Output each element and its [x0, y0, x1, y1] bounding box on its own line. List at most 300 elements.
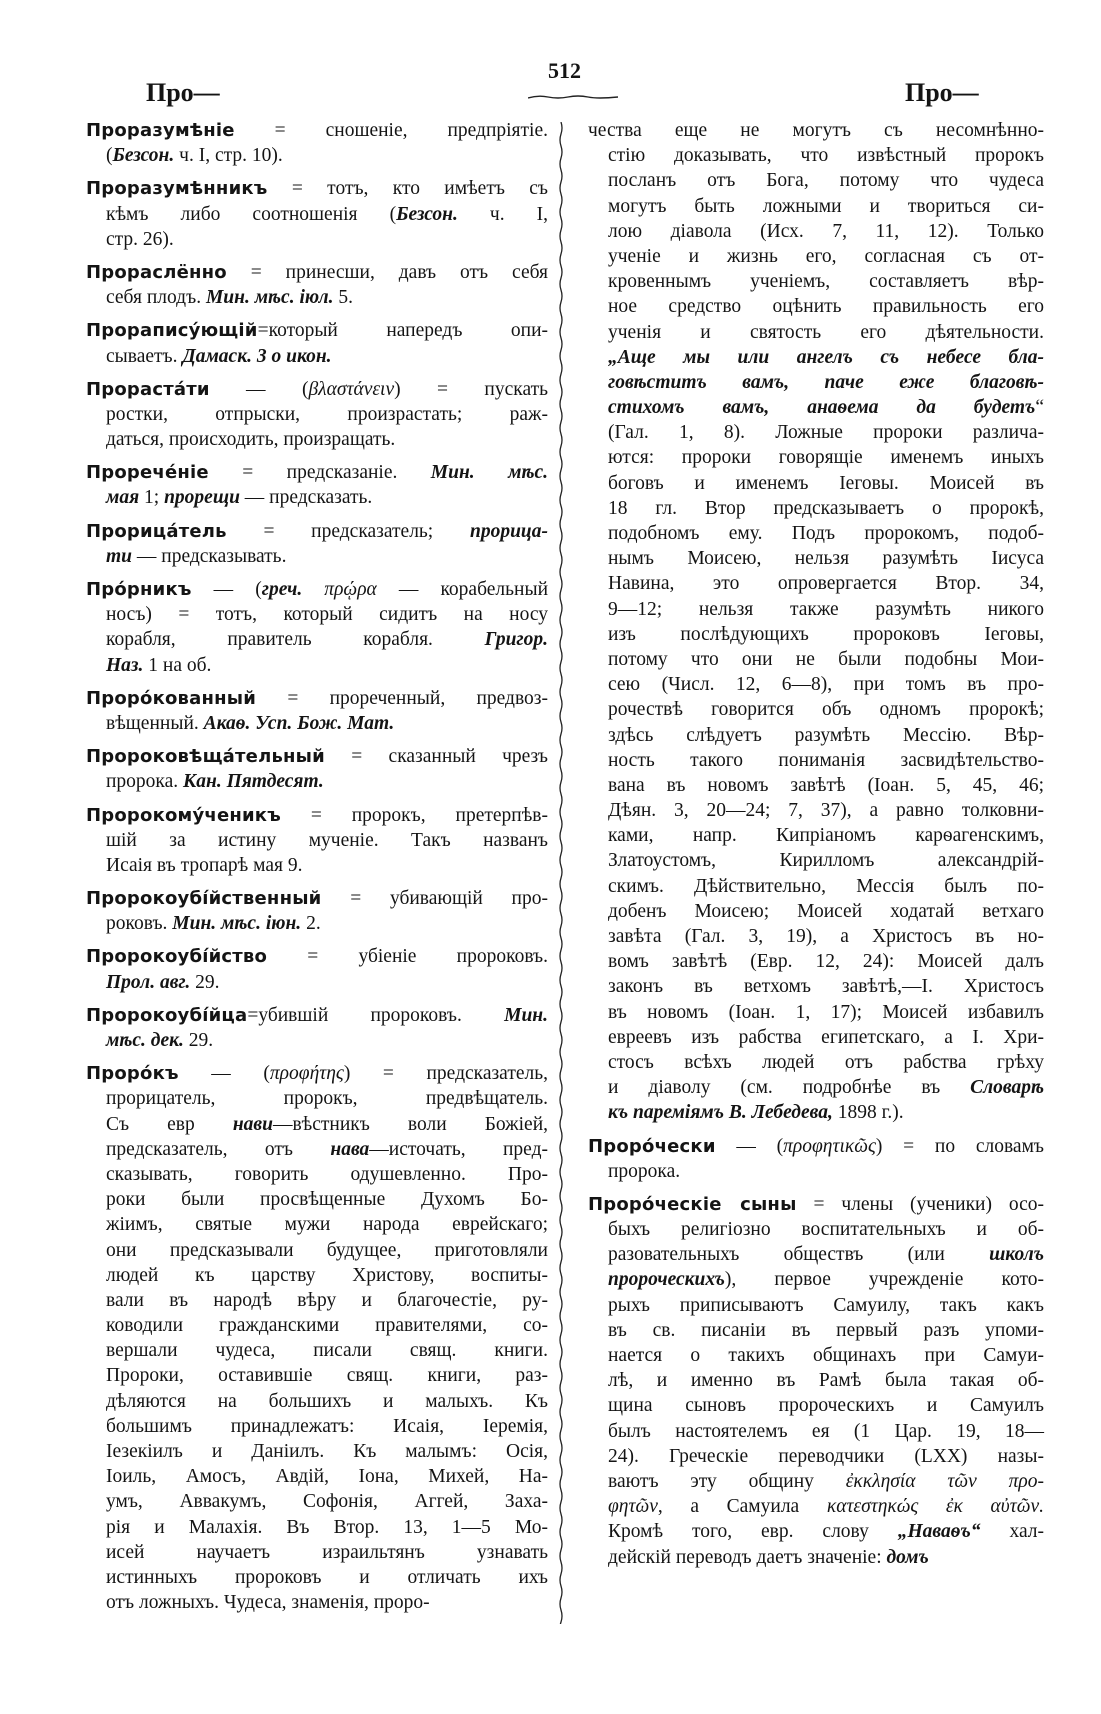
italic-reference: мая: [106, 487, 140, 509]
headword: Пророкоубі́йца: [86, 1004, 248, 1026]
entry-line: [588, 723, 1044, 748]
entry-first-line: [86, 460, 548, 485]
definition-text: разовательныхъ обществъ (или: [608, 1244, 990, 1266]
definition-text: они предсказывали будущее, приготовляли: [106, 1239, 548, 1261]
definition-text: Дѣян. 3, 20—24; 7, 37), а равно толковни-: [608, 800, 1044, 822]
definition-text: стр. 26).: [106, 228, 174, 250]
entry-line: [86, 1112, 548, 1137]
dictionary-entry: [86, 176, 548, 252]
dictionary-entry: [86, 377, 548, 453]
definition-text: = убіеніе пророковъ.: [267, 946, 548, 968]
dictionary-entry: [86, 744, 548, 794]
entry-line: [86, 627, 548, 652]
definition-text: лою діавола (Исх. 7, 11, 12). Только: [608, 220, 1044, 242]
entry-line: [86, 1590, 548, 1615]
entry-line: [588, 345, 1044, 370]
entry-first-line: [86, 886, 548, 911]
definition-text: большимъ принадлежатъ: Исаія, Іеремія,: [106, 1415, 548, 1437]
definition-text: (Гал. 1, 8). Ложные пророки различа-: [608, 422, 1044, 444]
italic-reference: Мин.: [504, 1004, 548, 1026]
entry-line: [588, 571, 1044, 596]
entry-line: [86, 1238, 548, 1263]
definition-text: Навина, это опровергается Втор. 34,: [608, 573, 1044, 595]
entry-line: [588, 1293, 1044, 1318]
definition-text: даться, происходить, произращать.: [106, 429, 396, 451]
definition-text: =убившій пророковъ.: [247, 1004, 505, 1026]
definition-text: ) = пускать: [394, 378, 549, 400]
dictionary-entry: [588, 1134, 1044, 1184]
definition-text: роковъ.: [106, 913, 173, 935]
entry-line: [86, 1439, 548, 1464]
definition-text: добенъ Моисею; Моисей ходатай ветхаго: [608, 900, 1044, 922]
entry-first-line: [86, 577, 548, 602]
greek-term: βλαστάνειν: [308, 378, 395, 400]
definition-text: кровеннымъ ученіемъ, составляетъ вѣр-: [608, 271, 1044, 293]
entry-line: [86, 853, 548, 878]
entry-line: [588, 924, 1044, 949]
entry-first-line: [86, 944, 548, 969]
entry-line: [86, 1515, 548, 1540]
italic-reference: Кан. Пятдесят.: [183, 771, 324, 793]
greek-term: φητῶν: [608, 1496, 658, 1518]
entry-line: [588, 798, 1044, 823]
entry-line: [86, 1540, 548, 1565]
definition-text: лѣ, и именно въ Рамѣ была такая об-: [608, 1370, 1044, 1392]
italic-reference: стихомъ вамъ, анаѳема да будетъ: [608, 397, 1036, 419]
definition-text: стію доказывать, что извѣстный пророкъ: [608, 145, 1044, 167]
definition-text: ками, напр. Кипріаномъ карѳагенскимъ,: [608, 825, 1044, 847]
headword: Пророкоубі́йственный: [86, 888, 322, 910]
entry-line: [86, 1028, 548, 1053]
definition-text: ) = по словамъ: [875, 1135, 1045, 1157]
page-number-ornament: [528, 94, 618, 100]
italic-reference: Мин. мѣс. іюл.: [205, 287, 334, 309]
italic-reference: Прол. авг.: [106, 971, 191, 993]
entry-line: [588, 622, 1044, 647]
entry-line: [86, 1137, 548, 1162]
entry-line: [588, 949, 1044, 974]
definition-text: хал-: [980, 1521, 1044, 1543]
definition-text: прорицатель, пророкъ, предвѣщатель.: [106, 1088, 548, 1110]
entry-first-line: [86, 1003, 548, 1028]
definition-text: роки были просвѣщенные Духомъ Бо-: [106, 1189, 548, 1211]
dictionary-entry: [86, 1003, 548, 1053]
entry-line: [86, 285, 548, 310]
italic-reference: къ пареміямъ В. Лебедева,: [608, 1102, 833, 1124]
entry-first-line: [86, 318, 548, 343]
definition-text: ются: пророки говорящіе именемъ иныхъ: [608, 447, 1044, 469]
entry-first-line: [588, 1192, 1044, 1217]
headword: Пророковѣща́тельный: [86, 746, 325, 768]
entry-line: [86, 911, 548, 936]
entry-first-line: [86, 118, 548, 143]
entry-line: [588, 1419, 1044, 1444]
italic-reference: школъ: [989, 1244, 1044, 1266]
definition-text: 18 гл. Втор предсказываетъ о пророкѣ,: [608, 497, 1044, 519]
definition-text: рія и Малахія. Въ Втор. 13, 1—5 Мо-: [106, 1516, 548, 1538]
entry-line: [86, 653, 548, 678]
definition-text: ч. I, стр. 10).: [174, 145, 283, 167]
entry-line: [86, 1414, 548, 1439]
definition-text: предсказатель, отъ: [106, 1138, 331, 1160]
definition-text: нымъ Моисею, нельзя разумѣть Іисуса: [608, 548, 1044, 570]
definition-text: быхъ религіозно воспитательныхъ и об-: [608, 1219, 1044, 1241]
entry-line: [588, 1343, 1044, 1368]
definition-text: вершали чудеса, писали свящ. книги.: [106, 1340, 548, 1362]
headword: Прорапису́ющій: [86, 320, 258, 342]
entry-line: [588, 697, 1044, 722]
italic-reference: Дамаск. 3 о икон.: [182, 345, 332, 367]
definition-text: = убивающій про-: [321, 888, 548, 910]
entry-line: [588, 823, 1044, 848]
entry-line: [588, 294, 1044, 319]
entry-line: [588, 420, 1044, 445]
entry-line: [86, 402, 548, 427]
entry-line: [588, 773, 1044, 798]
entry-line: [86, 970, 548, 995]
entry-line: [86, 769, 548, 794]
definition-text: вѣщенный.: [106, 712, 204, 734]
italic-reference: Безсон.: [396, 203, 458, 225]
headword: Проро́чески: [588, 1135, 716, 1157]
dictionary-entry: [86, 118, 548, 168]
greek-term: προφητικῶς: [783, 1135, 876, 1157]
definition-text: Златоустомъ, Кирилломъ александрій-: [608, 850, 1044, 872]
definition-text: рыхъ приписываютъ Самуилу, такъ какъ: [608, 1294, 1044, 1316]
definition-text: ч. I,: [457, 203, 548, 225]
right-column: [588, 118, 1044, 1570]
entry-line: [588, 748, 1044, 773]
definition-text: кѣмъ либо соотношенія (: [106, 203, 397, 225]
page-number: 512: [548, 58, 581, 83]
definition-text: (: [106, 145, 113, 167]
dictionary-entry: [86, 318, 548, 368]
entry-line: [588, 1025, 1044, 1050]
entry-line: [588, 269, 1044, 294]
definition-text: вали въ народѣ вѣру и благочестіе, ру-: [106, 1289, 548, 1311]
italic-reference: нави: [232, 1113, 273, 1135]
italic-reference: нава: [330, 1138, 370, 1160]
entry-line: [588, 1242, 1044, 1267]
entry-line: [86, 143, 548, 168]
definition-text: ность такого пониманія засвидѣтельство-: [608, 749, 1044, 771]
definition-text: “: [1035, 397, 1044, 419]
left-column: [86, 118, 548, 1615]
definition-text: = члены (ученики) осо-: [796, 1193, 1045, 1215]
entry-line: [86, 1288, 548, 1313]
definition-text: = сказанный чрезъ: [324, 746, 548, 768]
entry-line: [588, 1217, 1044, 1242]
entry-line: [588, 1519, 1044, 1544]
dictionary-entry: [86, 686, 548, 736]
entry-line: [588, 1100, 1044, 1125]
headword: Пророкому́ченикъ: [86, 804, 281, 826]
definition-text: = тотъ, кто имѣетъ съ: [267, 178, 548, 200]
entry-line: [588, 672, 1044, 697]
dictionary-entry: [86, 519, 548, 569]
definition-text: = пророкъ, претерпѣв-: [280, 804, 548, 826]
entry-line: [86, 202, 548, 227]
italic-reference: ти: [106, 545, 133, 567]
entry-line: [588, 1494, 1044, 1519]
entry-line: [86, 1389, 548, 1414]
greek-term: ἐκκλησία τῶν προ-: [845, 1470, 1044, 1492]
dictionary-entry: [86, 460, 548, 510]
definition-text: 1;: [139, 487, 165, 509]
definition-text: — корабельный: [376, 579, 549, 600]
dictionary-entry: [588, 1192, 1044, 1570]
italic-reference: Наз.: [106, 654, 144, 676]
definition-text: = принесши, давъ отъ себя: [226, 261, 548, 283]
entry-line: [86, 427, 548, 452]
entry-line: [588, 1393, 1044, 1418]
definition-text: сываетъ.: [106, 345, 183, 367]
definition-text: дейскій переводъ даетъ значеніе:: [608, 1546, 887, 1568]
definition-text: себя плодъ.: [106, 287, 206, 309]
italic-reference: Григор.: [484, 629, 548, 651]
entry-first-line: [86, 744, 548, 769]
italic-reference: прорица-: [469, 520, 548, 542]
entry-line: [588, 370, 1044, 395]
headword: Прораста́ти: [86, 378, 210, 400]
italic-reference: „Аще мы или ангелъ съ небесе бла-: [608, 346, 1044, 368]
definition-text: въ новомъ (Іоан. 1, 17); Моисей избавилъ: [608, 1001, 1044, 1023]
entry-line: [588, 1545, 1044, 1570]
headword: Проразумѣнникъ: [86, 178, 268, 200]
entry-first-line: [588, 1134, 1044, 1159]
definition-text: щина сыновъ пророческихъ и Самуилъ: [608, 1395, 1044, 1417]
definition-text: потому что они не были подобны Мои-: [608, 648, 1044, 670]
definition-text: Пророки, оставившіе свящ. книги, раз-: [106, 1365, 548, 1387]
definition-text: — (: [191, 579, 262, 600]
definition-text: Исаія въ тропарѣ мая 9.: [106, 854, 303, 876]
entry-line: [588, 597, 1044, 622]
italic-reference: „Наваѳъ“: [897, 1521, 981, 1543]
entry-line: [86, 1338, 548, 1363]
definition-text: боговъ и именемъ Іеговы. Моисей въ: [608, 472, 1044, 494]
definition-text: 29.: [183, 1030, 214, 1051]
dictionary-entry: [86, 886, 548, 936]
entry-first-line: [86, 519, 548, 544]
definition-text: былъ настоятелемъ ея (1 Цар. 19, 18—: [608, 1420, 1044, 1442]
definition-text: сею (Числ. 12, 6—8), при томъ въ про-: [608, 674, 1044, 696]
entry-first-line: [86, 176, 548, 201]
headword: Про́рникъ: [86, 579, 192, 600]
definition-text: ученія и святость его дѣятельности.: [608, 321, 1044, 343]
running-head-left: Про—: [146, 78, 220, 107]
definition-text: евреевъ изъ рабства египетскаго, а І. Хри-: [608, 1026, 1044, 1048]
italic-reference: Акаѳ. Усп. Бож. Мат.: [203, 712, 395, 734]
definition-text: и діаволу (см. подробнѣе въ: [608, 1077, 971, 1099]
definition-text: 29.: [190, 971, 220, 993]
entry-line: [588, 647, 1044, 672]
definition-text: вомъ завѣтѣ (Евр. 12, 24): Моисей далъ: [608, 951, 1044, 973]
definition-text: исей научаетъ израильтянъ узнавать: [106, 1541, 548, 1563]
entry-line: [86, 1489, 548, 1514]
entry-line: [86, 344, 548, 369]
definition-text: ученіе и жизнь его, согласная съ от-: [608, 245, 1044, 267]
entry-line: [588, 143, 1044, 168]
dictionary-entry: [86, 803, 548, 879]
italic-reference: домъ: [886, 1546, 929, 1568]
definition-text: людей къ царству Христову, воспиты-: [106, 1264, 548, 1286]
italic-reference: Мин. мѣс. іюн.: [172, 913, 302, 935]
italic-reference: говѣститъ вамъ, паче еже благовѣ-: [608, 371, 1044, 393]
headword: Прорече́ніе: [86, 462, 209, 484]
headword: Прораслённо: [86, 261, 227, 283]
definition-text: = прореченный, предвоз-: [256, 687, 548, 709]
definition-text: 2.: [301, 913, 321, 935]
definition-text: ное средство оцѣнить правильность его: [608, 296, 1044, 318]
italic-reference: греч.: [261, 579, 303, 600]
definition-text: , а Самуила: [657, 1496, 827, 1518]
definition-text: 5.: [333, 287, 354, 309]
dictionary-entry: [86, 944, 548, 994]
entry-line: [588, 496, 1044, 521]
definition-text: ростки, отпрыски, произрастать; раж-: [106, 403, 548, 425]
definition-text: чества еще не могутъ съ несомнѣнно-: [588, 120, 1044, 141]
definition-text: вана въ новомъ завѣтѣ (Іоан. 5, 45, 46;: [608, 774, 1044, 796]
headword: Пророкоубі́йство: [86, 946, 268, 968]
definition-text: здѣсь слѣдуетъ разумѣть Мессію. Вѣр-: [608, 724, 1044, 746]
entry-line: [588, 1444, 1044, 1469]
definition-text: шій за истину мученіе. Такъ названъ: [106, 829, 548, 851]
entry-line: [86, 1212, 548, 1237]
definition-text: скимъ. Дѣйствительно, Мессія былъ по-: [608, 875, 1044, 897]
definition-text: ), первое учрежденіе кото-: [724, 1269, 1044, 1291]
entry-line: [588, 1050, 1044, 1075]
italic-reference: Безсон.: [112, 145, 175, 167]
entry-line: [588, 1267, 1044, 1292]
entry-line: [588, 899, 1044, 924]
definition-text: подобномъ ему. Подъ пророкомъ, подоб-: [608, 523, 1044, 544]
entry-first-line: [86, 686, 548, 711]
definition-text: — предсказывать.: [132, 545, 287, 567]
definition-text: = предсказаніе.: [208, 462, 431, 484]
italic-reference: пророческихъ: [608, 1269, 725, 1291]
definition-text: завѣта (Гал. 3, 19), а Христосъ въ но-: [608, 926, 1044, 947]
definition-text: пророка.: [106, 771, 184, 793]
italic-reference: Мин. мѣс.: [430, 462, 548, 484]
definition-text: 24). Греческіе переводчики (LXX) назы-: [608, 1445, 1044, 1467]
entry-line: [86, 828, 548, 853]
entry-line: [588, 244, 1044, 269]
definition-text: могутъ быть ложными и твориться си-: [608, 195, 1044, 217]
definition-text: Іоиль, Амосъ, Авдій, Іона, Михей, На-: [106, 1466, 548, 1488]
definition-text: —источать, пред-: [369, 1138, 548, 1160]
entry-first-line: [86, 377, 548, 402]
definition-text: 9—12; нельзя также разумѣть никого: [608, 598, 1044, 620]
definition-text: носъ) = тотъ, который сидитъ на носу: [106, 604, 548, 626]
headword: Проро́ческіе сыны: [588, 1193, 797, 1215]
italic-reference: прорещи: [164, 487, 240, 509]
entry-line: [588, 219, 1044, 244]
definition-text: — (: [178, 1063, 270, 1085]
definition-text: нается о такихъ общинахъ при Самуи-: [608, 1345, 1044, 1366]
definition-text: пророка.: [608, 1160, 681, 1182]
italic-reference: Словарѣ: [970, 1077, 1044, 1099]
dictionary-entry: [86, 1061, 548, 1615]
entry-line: [588, 848, 1044, 873]
definition-text: Съ евр: [106, 1113, 233, 1135]
definition-text: жіимъ, святые мужи народа еврейскаго;: [106, 1214, 548, 1236]
definition-text: = предсказатель;: [226, 520, 470, 542]
headword: Проразумѣніе: [86, 120, 235, 141]
greek-term: προφήτης: [269, 1063, 344, 1085]
entry-line: [588, 1368, 1044, 1393]
entry-line: [86, 1313, 548, 1338]
definition-text: Іезекіилъ и Даніилъ. Къ малымъ: Осія,: [106, 1441, 548, 1462]
entry-line: [588, 194, 1044, 219]
entry-line: [86, 1086, 548, 1111]
running-head-right: Про—: [905, 78, 979, 107]
entry-line: [588, 1159, 1044, 1184]
entry-line: [86, 1565, 548, 1590]
definition-text: — (: [209, 378, 309, 400]
entry-line: [86, 1363, 548, 1388]
definition-text: Кромѣ того, евр. слову: [608, 1521, 898, 1543]
definition-text: =который напередъ опи-: [257, 320, 548, 342]
entry-first-line: [588, 118, 1044, 143]
entry-line: [588, 1469, 1044, 1494]
entry-line: [86, 711, 548, 736]
definition-text: отъ ложныхъ. Чудеса, знаменія, проро-: [106, 1592, 430, 1614]
definition-text: ководили гражданскими правителями, со-: [106, 1315, 548, 1337]
definition-text: дѣляются на большихъ и малыхъ. Къ: [106, 1390, 548, 1412]
definition-text: истинныхъ пророковъ и отличать ихъ: [106, 1566, 548, 1588]
entry-line: [86, 1263, 548, 1288]
column-divider: [557, 122, 565, 1624]
entry-first-line: [86, 803, 548, 828]
entry-line: [86, 227, 548, 252]
definition-text: рочествѣ говорится объ одномъ пророкѣ;: [608, 699, 1044, 721]
definition-text: —вѣстникъ воли Божіей,: [272, 1113, 549, 1135]
definition-text: [302, 579, 324, 600]
definition-text: законъ въ ветхомъ завѣтѣ,—І. Христосъ: [608, 976, 1044, 998]
definition-text: стосъ всѣхъ людей отъ рабства грѣху: [608, 1051, 1044, 1073]
definition-text: — предсказать.: [239, 487, 373, 509]
definition-text: изъ послѣдующихъ пророковъ Іеговы,: [608, 623, 1044, 645]
entry-line: [588, 1000, 1044, 1025]
italic-reference: мѣс. дек.: [106, 1030, 184, 1051]
entry-line: [86, 1162, 548, 1187]
entry-line: [588, 395, 1044, 420]
definition-text: — (: [715, 1135, 784, 1157]
entry-line: [588, 168, 1044, 193]
entry-first-line: [86, 1061, 548, 1086]
definition-text: 1 на об.: [143, 654, 212, 676]
entry-line: [86, 602, 548, 627]
dictionary-entry: [588, 118, 1044, 1126]
entry-line: [588, 471, 1044, 496]
entry-line: [588, 445, 1044, 470]
dictionary-entry: [86, 577, 548, 678]
entry-line: [588, 874, 1044, 899]
entry-line: [86, 485, 548, 510]
entry-line: [86, 1187, 548, 1212]
entry-first-line: [86, 260, 548, 285]
definition-text: умъ, Аввакумъ, Софонія, Аггей, Заха-: [106, 1491, 548, 1513]
headword: Проро́кованный: [86, 687, 257, 709]
headword: Прорица́тель: [86, 520, 227, 542]
greek-term: πρῴρα: [324, 579, 377, 600]
entry-line: [588, 521, 1044, 546]
entry-line: [86, 544, 548, 569]
entry-line: [588, 974, 1044, 999]
entry-line: [86, 1464, 548, 1489]
greek-term: κατεστηκώς ἐκ αὐτῶν.: [826, 1496, 1044, 1518]
definition-text: сказывать, говорить одушевленно. Про-: [106, 1163, 548, 1185]
